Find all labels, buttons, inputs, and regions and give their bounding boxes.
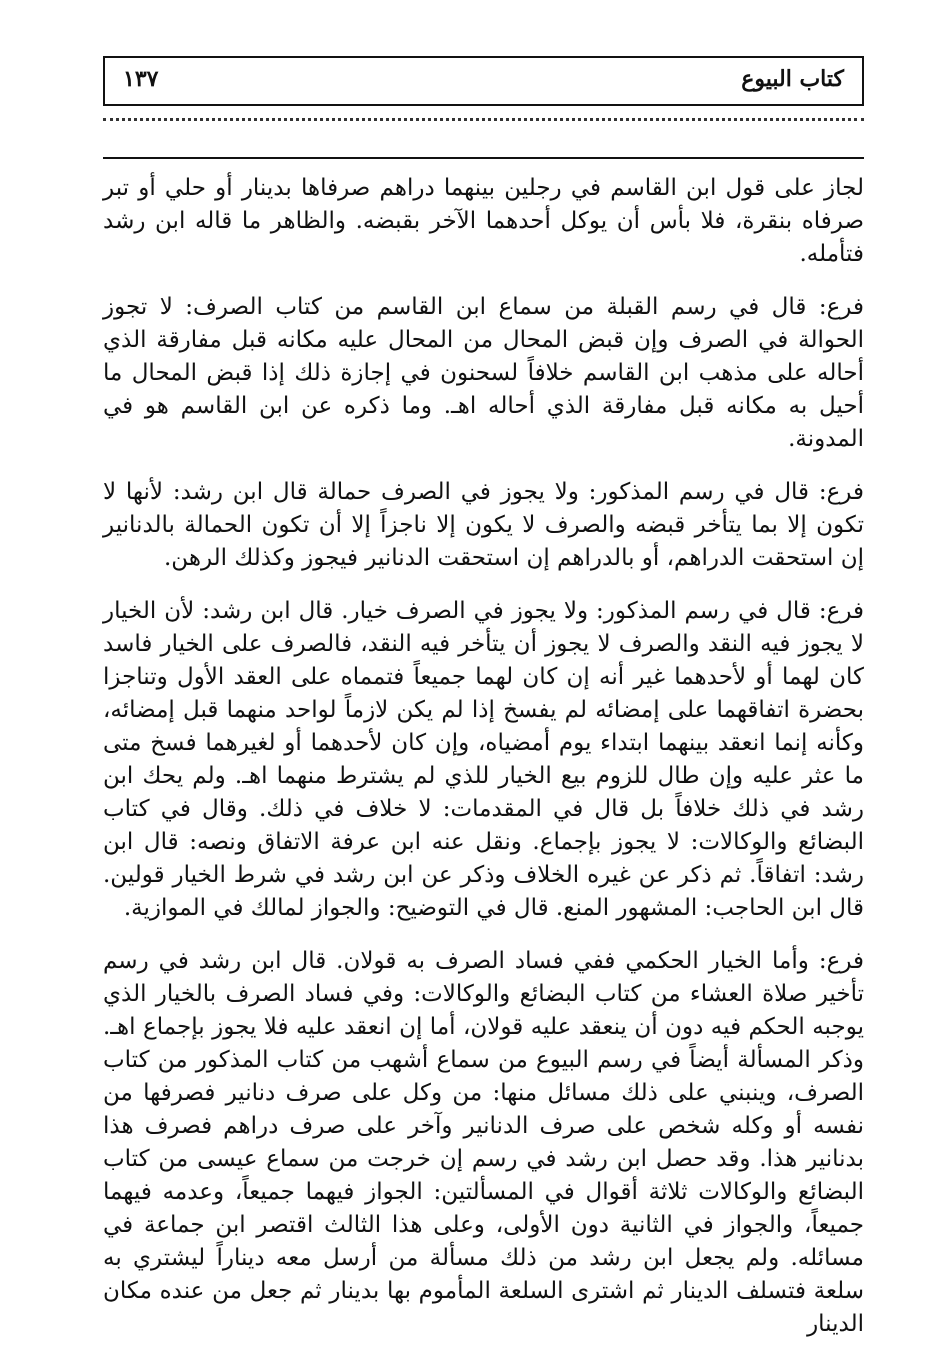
dotted-separator <box>103 118 864 121</box>
page-header <box>103 56 864 106</box>
paragraph: فرع: قال في رسم المذكور: ولا يجوز في الصرف حمالة قال ابن رشد: لأنها لا تكون إلا بما يتأخر قبضه والصرف لا يكون إلا ناجزاً إلا أن تكون الحمالة بالدنانير إن استحقت الدراهم، أو بالدراهم إن استحقت الدنانير فيجوز وكذلك الرهن. <box>103 479 864 571</box>
paragraph: فرع: وأما الخيار الحكمي ففي فساد الصرف به قولان. قال ابن رشد في رسم تأخير صلاة العشاء من كتاب البضائع والوكالات: وفي فساد الصرف بالخيار الذي يوجبه الحكم فيه دون أن ينعقد عليه قولان، أما إن انعقد عليه فلا يجوز بإجماع اهـ. وذكر المسألة أيضاً في رسم البيوع من سماع أشهب من كتاب المذكور من كتاب الصرف، وينبني على ذلك مسائل منها: من وكل على صرف دنانير فصرفها من نفسه أو وكله شخص على صرف الدنانير وآخر على صرف دراهم فصرف هذا بدنانير هذا. وقد حصل ابن رشد في رسم إن خرجت من سماع عيسى من كتاب البضائع والوكالات ثلاثة أقوال في المسألتين: الجواز فيهما جميعاً، وعدمه فيهما جميعاً، والجواز في الثانية دون الأولى، وعلى هذا الثالث اقتصر ابن جماعة في مسائله. ولم يجعل ابن رشد من ذلك مسألة من أرسل معه ديناراً ليشتري به سلعة فتسلف الدينار ثم اشترى السلعة المأموم بها بدينار ثم جعل من عنده مكان الدينار <box>103 948 864 1337</box>
book-title: كتاب البيوع <box>741 66 844 92</box>
page-number: ١٣٧ <box>123 66 159 92</box>
header-rule <box>103 157 864 159</box>
paragraph: فرع: قال في رسم القبلة من سماع ابن القاسم من كتاب الصرف: لا تجوز الحوالة في الصرف وإن قبض المحال من المحال عليه مكانه قبل مفارقة الذي أحاله على مذهب ابن القاسم خلافاً لسحنون في إجازة ذلك إذا قبض المحال ما أحيل به مكانه قبل مفارقة الذي أحاله اهـ. وما ذكره عن ابن القاسم هو في المدونة. <box>103 294 864 452</box>
paragraph: فرع: قال في رسم المذكور: ولا يجوز في الصرف خيار. قال ابن رشد: لأن الخيار لا يجوز فيه النقد والصرف لا يجوز أن يتأخر فيه النقد، فالصرف على الخيار فاسد كان لهما أو لأحدهما غير أنه إن كان لهما جميعاً فتمماه على العقد الأول وتناجزا بحضرة اتفاقهما على إمضائه لم يفسخ إذا لم يكن لازماً لواحد منهما قبل إمضائه، وكأنه إنما انعقد بينهما ابتداء يوم أمضياه، وإن كان لأحدهما أو لغيرهما فسخ متى ما عثر عليه وإن طال للزوم بيع الخيار للذي لم يشترط منهما اهـ. ولم يحك ابن رشد في ذلك خلافاً بل قال في المقدمات: لا خلاف في ذلك. وقال في كتاب البضائع والوكالات: لا يجوز بإجماع. ونقل عنه ابن عرفة الاتفاق ونصه: قال ابن رشد: اتفاقاً. ثم ذكر عن غيره الخلاف وذكر عن ابن رشد في شرط الخيار قولين. قال ابن الحاجب: المشهور المنع. قال في التوضيح: والجواز لمالك في الموازية. <box>103 598 864 921</box>
page-body <box>103 172 864 1361</box>
paragraph: لجاز على قول ابن القاسم في رجلين بينهما دراهم صرفاها بدينار أو حلي أو تبر صرفاه بنقرة، فلا بأس أن يوكل أحدهما الآخر بقبضه. والظاهر ما قاله ابن رشد فتأمله. <box>103 175 864 267</box>
